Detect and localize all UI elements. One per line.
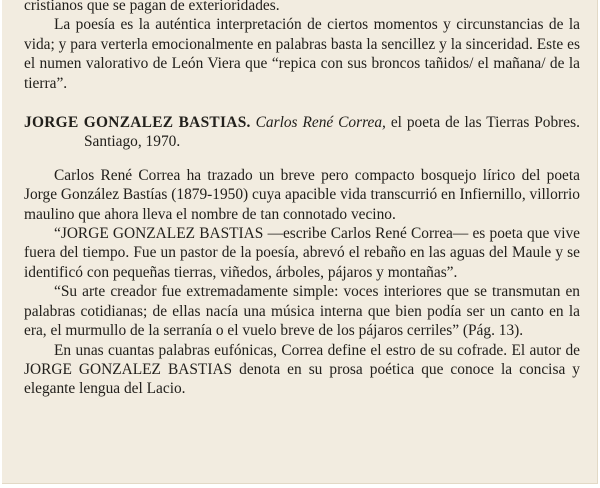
review-paragraph-4: En unas cuantas palabras eufónicas, Correa define el estro de su cofrade. El autor de JORGE GONZALEZ BASTIAS denota en su prosa poética que conoce la concisa y elegante lengua del Lacio. [24,341,580,398]
closing-paragraph: La poesía es la auténtica interpretación de ciertos momentos y circunstancias de la vida; y para verterla emocionalmente en palabras basta la sencillez y la sinceridad. Este es el numen valorativo de León Viera que “repica con sus broncos tañidos/ el mañana/ de la tierra”. [24,16,580,92]
review-paragraph-3: “Su arte creador fue extremadamente simple: voces interiores que se transmutan en palabras cotidianas; de ellas nacía una música interna que bien podía ser un canto en la era, el murmullo de la serranía o el vuelo breve de los pájaros cerriles” (Pág. 13). [24,283,580,340]
review-heading-author: JORGE GONZALEZ BASTIAS. [24,114,251,132]
page-text [24,0,580,399]
scanned-page [2,0,598,484]
review-paragraph-1: Carlos René Correa ha trazado un breve pero compacto bosquejo lírico del poeta Jorge González Bastías (1879-1950) cuya apacible vida transcurrió en Infiernillo, villorrio maulino que ahora lleva el nombre de tan connotado vecino. [24,166,580,223]
review-paragraph-2: “JORGE GONZALEZ BASTIAS —escribe Carlos René Correa— es poeta que vive fuera del tiempo. Fue un pastor de la poesía, abrevó el rebaño en las aguas del Maule y se identificó con pequeñas tierras, viñedos, árboles, pájaros y montañas”. [24,225,580,281]
carryover-line: cristianos que se pagan de exterioridades. [24,0,280,14]
review-heading-details: el poeta de las Tierras Pobres. Santiago, 1970. [84,114,580,151]
review-heading-title: Carlos René Correa, [255,114,386,132]
review-heading [24,113,580,152]
